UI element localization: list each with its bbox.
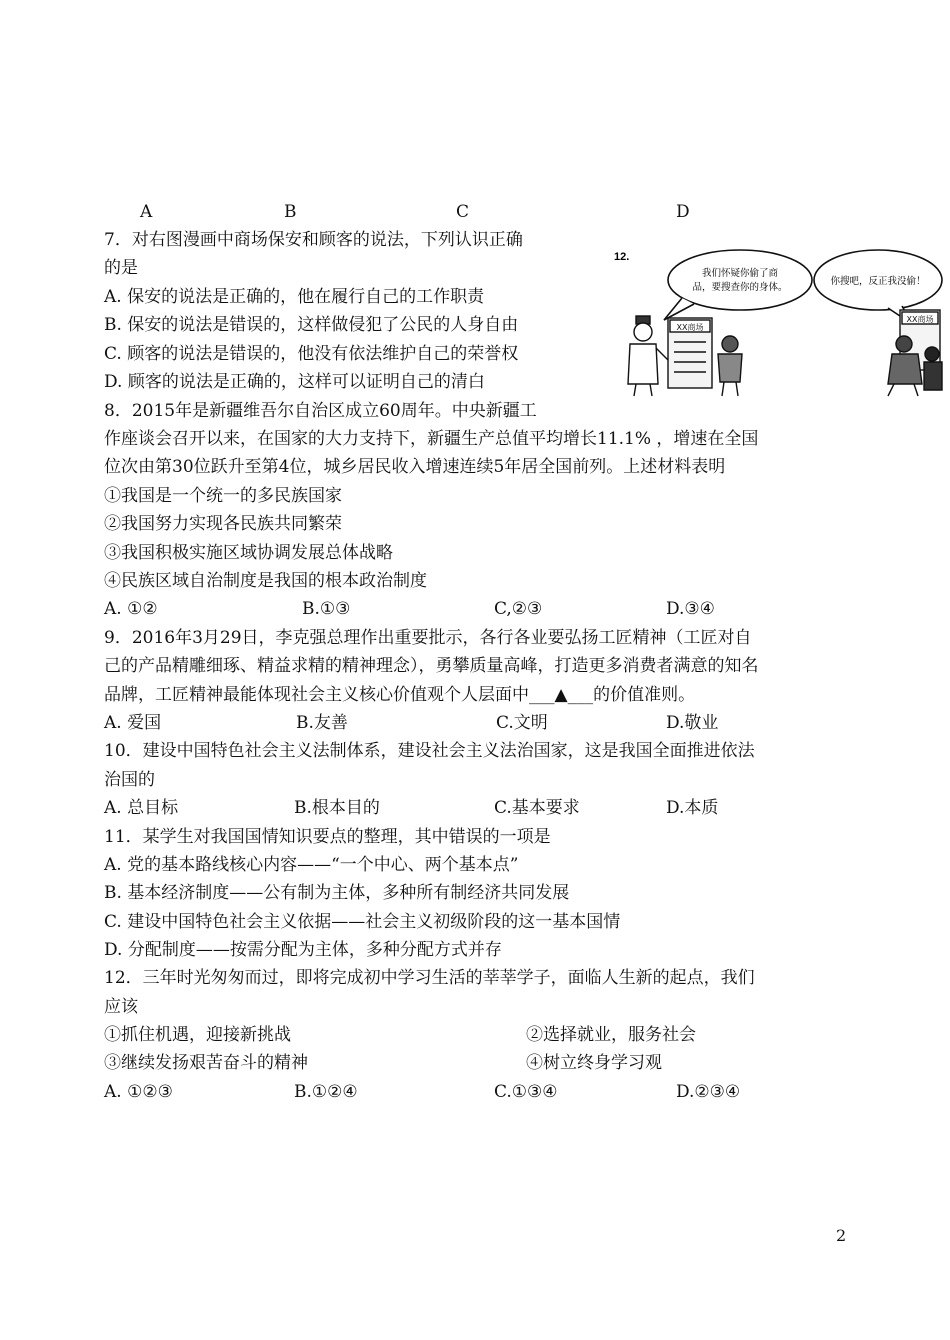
prev-option-c: C — [456, 202, 470, 222]
q10-line1: 10．建设中国特色社会主义法制体系，建设社会主义法治国家，这是我国全面推进依法 — [104, 741, 755, 761]
q12-line2: 应该 — [104, 997, 138, 1017]
q12-item-2: ②选择就业，服务社会 — [526, 1025, 696, 1045]
q8-statement-4: ④民族区域自治制度是我国的根本政治制度 — [104, 571, 427, 591]
q10-option-b: B.根本目的 — [294, 798, 380, 818]
q11-option-d: D. 分配制度——按需分配为主体，多种分配方式并存 — [104, 940, 502, 960]
q7-option-a: A. 保安的说法是正确的，他在履行自己的工作职责 — [104, 287, 485, 307]
q10-option-c: C.基本要求 — [494, 798, 580, 818]
q12-option-a: A. ①②③ — [104, 1082, 173, 1102]
q9-line1: 9．2016年3月29日，李克强总理作出重要批示，各行各业要弘扬工匠精神（工匠对自 — [104, 628, 752, 648]
bubble-left-line2: 品，要搜查你的身体。 — [692, 282, 788, 293]
cartoon-number: 12. — [614, 251, 630, 263]
q10-line2: 治国的 — [104, 770, 155, 790]
q12-item-1: ①抓住机遇，迎接新挑战 — [104, 1025, 291, 1045]
prev-option-d: D — [676, 202, 690, 222]
q11-stem: 11．某学生对我国国情知识要点的整理，其中错误的一项是 — [104, 827, 551, 847]
q12-option-b: B.①②④ — [294, 1082, 358, 1102]
guard-figure — [628, 316, 668, 396]
q9-option-b: B.友善 — [296, 713, 348, 733]
bubble-right-text: 你搜吧，反正我没偷！ — [830, 276, 926, 287]
q9-option-d: D.敬业 — [666, 713, 719, 733]
q9-line2: 己的产品精雕细琢、精益求精的精神理念），勇攀质量高峰，打造更多消费者满意的知名 — [104, 656, 759, 676]
customer-figure — [718, 336, 742, 396]
q10-option-d: D.本质 — [666, 798, 719, 818]
q12-item-3: ③继续发扬艰苦奋斗的精神 — [104, 1053, 308, 1073]
sign-right-text: XX商场 — [906, 315, 934, 324]
speech-bubble-left — [668, 250, 812, 310]
page-number: 2 — [836, 1226, 847, 1245]
q10-option-a: A. 总目标 — [104, 798, 179, 818]
q8-statement-2: ②我国努力实现各民族共同繁荣 — [104, 514, 342, 534]
bubble-left-line1: 我们怀疑你偷了商 — [701, 268, 779, 279]
q9-option-c: C.文明 — [496, 713, 548, 733]
cartoon-illustration — [612, 244, 944, 400]
q12-option-d: D.②③④ — [676, 1082, 741, 1102]
q12-item-4: ④树立终身学习观 — [526, 1053, 662, 1073]
store-sign-left — [668, 318, 712, 388]
q8-line3: 位次由第30位跃升至第4位，城乡居民收入增速连续5年居全国前列。上述材料表明 — [104, 457, 726, 477]
q7-option-d: D. 顾客的说法是正确的，这样可以证明自己的清白 — [104, 372, 485, 392]
q8-option-d: D.③④ — [666, 599, 715, 619]
q8-line1: 8．2015年是新疆维吾尔自治区成立60周年。中央新疆工 — [104, 401, 537, 421]
q8-line2: 作座谈会召开以来，在国家的大力支持下，新疆生产总值平均增长11.1% ，增速在全国 — [104, 429, 759, 449]
q11-option-b: B. 基本经济制度——公有制为主体，多种所有制经济共同发展 — [104, 883, 570, 903]
q8-option-b: B.①③ — [302, 599, 351, 619]
q8-option-c: C,②③ — [494, 599, 543, 619]
q7-option-c: C. 顾客的说法是错误的，他没有依法维护自己的荣誉权 — [104, 344, 519, 364]
q7-stem-line1: 7．对右图漫画中商场保安和顾客的说法，下列认识正确 — [104, 230, 523, 250]
q7-option-b: B. 保安的说法是错误的，这样做侵犯了公民的人身自由 — [104, 315, 519, 335]
sign-left-text: XX商场 — [676, 323, 704, 332]
q11-option-c: C. 建设中国特色社会主义依据——社会主义初级阶段的这一基本国情 — [104, 912, 621, 932]
prev-option-b: B — [284, 202, 297, 222]
q9-line3: 品牌，工匠精神最能体现社会主义核心价值观个人层面中___▲___的价值准则。 — [104, 685, 696, 705]
q12-option-c: C.①③④ — [494, 1082, 558, 1102]
prev-option-a: A — [140, 202, 153, 222]
q12-line1: 12．三年时光匆匆而过，即将完成初中学习生活的莘莘学子，面临人生新的起点，我们 — [104, 968, 755, 988]
q8-statement-3: ③我国积极实施区域协调发展总体战略 — [104, 543, 393, 563]
q11-option-a: A. 党的基本路线核心内容——“一个中心、两个基本点” — [104, 855, 519, 875]
q8-statement-1: ①我国是一个统一的多民族国家 — [104, 486, 342, 506]
q7-stem-line2: 的是 — [104, 258, 138, 278]
q9-option-a: A. 爱国 — [104, 713, 162, 733]
q8-option-a: A. ①② — [104, 599, 158, 619]
